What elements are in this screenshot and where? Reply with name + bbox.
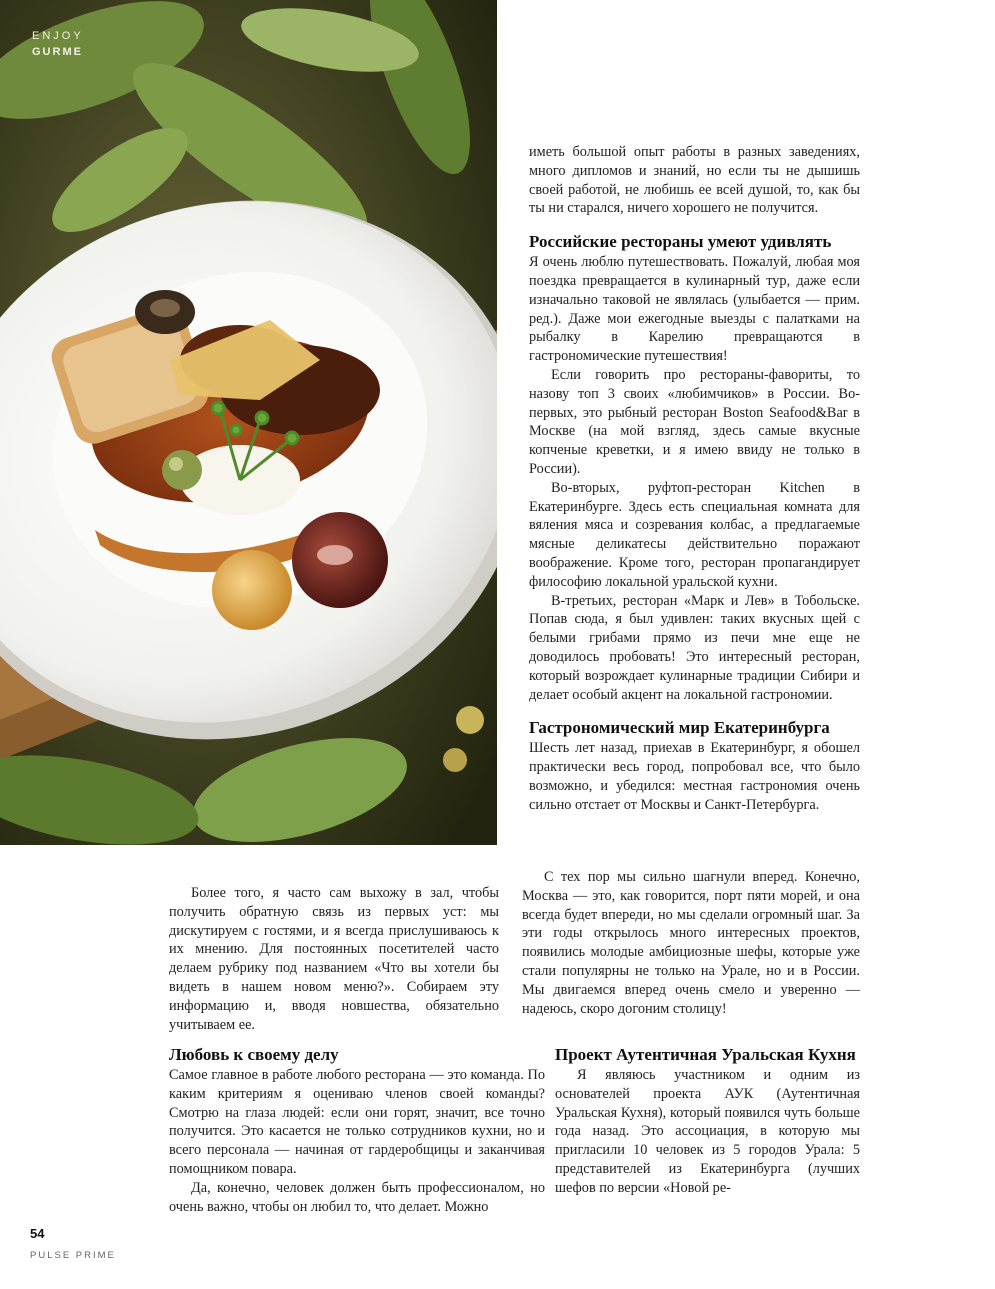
page-number: 54: [30, 1226, 45, 1241]
heading-love-for-work: Любовь к своему делу: [169, 1045, 339, 1064]
article-left-column-middle: [169, 884, 499, 1034]
paragraph: Я являюсь участником и одним из основателей проекта АУК (Аутентичная Уральская Кухня), который появился чуть больше года назад. Это ассоциация, в которую мы пригласили 10 человек из 5 городов Урала: 5 представителей из Екатеринбурга (лучших шефов по версии «Новой ре-: [555, 1067, 860, 1196]
article-right-column-bottom: [555, 1045, 860, 1198]
paragraph: Если говорить про рестораны-фавориты, то назову топ 3 своих «любимчиков» в России. Во-первых, это рыбный ресторан Boston Seafood&Bar в Москве (на мой взгляд, здесь самые вкусные копченые креветки, и я имею ввиду не только в России).: [529, 366, 860, 477]
paragraph: Я очень люблю путешествовать. Пожалуй, любая моя поездка превращается в кулинарный тур, даже если изначально таковой не являлась (улыбается — прим. ред.). Даже мои ежегодные выезды с палатками на рыбалку в Карелию превращаются в гастрономические путешествия!: [529, 254, 860, 365]
section-label: [32, 28, 84, 60]
paragraph: Во-вторых, руфтоп-ресторан Kitchen в Екатеринбурге. Здесь есть специальная комната для вяления мяса и созревания колбас, а предлагаемые мясные деликатесы действительно поражают воображение. Кроме того, ресторан пропагандирует философию локальной уральской кухни.: [529, 479, 860, 590]
paragraph: Шесть лет назад, приехав в Екатеринбург, я обошел практически весь город, попробовал все, что было возможно, и убедился: местная гастрономия очень сильно отстает от Москвы и Санкт-Петербурга.: [529, 740, 860, 813]
article-left-column-bottom: [169, 1045, 545, 1216]
heading-russian-restaurants: Российские рестораны умеют удивлять: [529, 232, 832, 252]
article-right-column-top: [529, 143, 860, 815]
paragraph: Да, конечно, человек должен быть профессионалом, но очень важно, чтобы он любил то, что делает. Можно: [169, 1179, 545, 1215]
heading-auk-project: Проект Аутентичная Уральская Кухня: [555, 1045, 856, 1064]
dish-photo: [0, 0, 497, 845]
magazine-name: PULSE PRIME: [30, 1250, 116, 1261]
dish-illustration: [0, 0, 497, 845]
paragraph: Самое главное в работе любого ресторана — это команда. По каким критериям я оцениваю членов своей команды? Смотрю на глаза людей: если они горят, значит, все точно получится. Это касается не только сотрудников кухни, но и всего персонала — начиная от гардеробщицы и заканчивая помощником повара.: [169, 1067, 545, 1177]
section-label-line1: ENJOY: [32, 30, 84, 42]
intro-paragraph: иметь большой опыт работы в разных заведениях, много дипломов и знаний, но если ты не дышишь своей работой, не любишь ее всей душой, то, как бы ты ни старался, ничего хорошего не получится.: [529, 144, 860, 217]
heading-ekaterinburg: Гастрономический мир Екатеринбурга: [529, 718, 830, 738]
paragraph: С тех пор мы сильно шагнули вперед. Конечно, Москва — это, как говорится, порт пяти морей, и она всегда будет впереди, но мы сделали огромный шаг. За эти годы открылось много интересных проектов, появились молодые амбициозные шефы, которые уже стали популярны не только на Урале, но и в России. Мы двигаемся вперед очень смело и уверенно — надеюсь, скоро догоним столицу!: [522, 869, 860, 1017]
paragraph: Более того, я часто сам выхожу в зал, чтобы получить обратную связь из первых уст: мы дискутируем с гостями, и я всегда прислушиваюсь к их мнению. Для постоянных посетителей часто делаем рубрику под названием «Что вы хотели бы видеть в нашем новом меню?». Собираем эту информацию и, вводя новшества, обязательно учитываем ее.: [169, 885, 499, 1033]
paragraph: В-третьих, ресторан «Марк и Лев» в Тобольске. Попав сюда, я был удивлен: таких вкусных щей с белыми грибами прямо из печи мне еще не доводилось пробовать! Это интересный ресторан, который возрождает кулинарные традиции Сибири и делает особый акцент на локальной гастрономии.: [529, 592, 860, 703]
section-label-line2: GURME: [32, 46, 83, 58]
article-right-column-middle: [522, 868, 860, 1018]
